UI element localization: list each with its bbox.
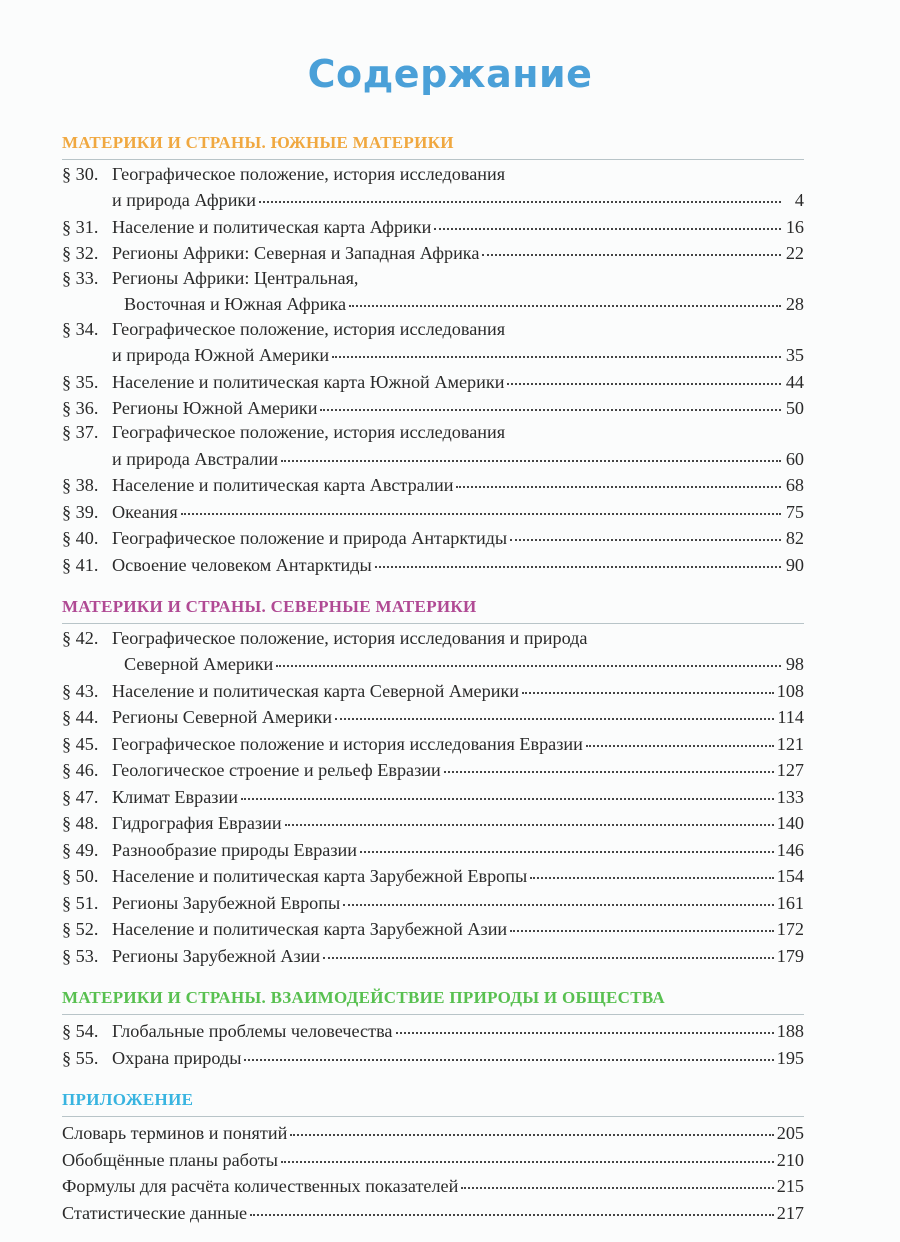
page-number: 35 (785, 345, 804, 366)
section-number: § 39. (62, 501, 99, 522)
entry-title: Географическое положение, история исследования (112, 422, 506, 443)
dot-leader (276, 647, 781, 667)
dot-leader (507, 364, 781, 384)
entry-title: Население и политическая карта Южной Америки (112, 371, 505, 392)
section-divider (62, 623, 804, 624)
entry-title: Регионы Зарубежной Азии (112, 945, 321, 966)
dot-leader (586, 727, 774, 747)
section-number: § 30. (62, 164, 99, 184)
page-number: 127 (776, 760, 804, 781)
section-number: § 48. (62, 813, 99, 834)
entry-title: Разнообразие природы Евразии (112, 839, 358, 860)
section-number: § 37. (62, 422, 99, 443)
page-number: 108 (776, 680, 804, 701)
page-number: 205 (776, 1123, 804, 1144)
section-number: § 44. (62, 707, 99, 728)
dot-leader (335, 700, 774, 720)
entry-line-last (62, 1199, 804, 1225)
entry-title: Освоение человеком Антарктиды (112, 554, 372, 575)
dot-leader (332, 338, 781, 358)
entry-title: Климат Евразии (112, 786, 238, 807)
dot-leader (530, 859, 773, 879)
toc-entry[interactable] (62, 162, 804, 213)
section-number: § 36. (62, 397, 99, 418)
dot-leader (241, 780, 774, 800)
entry-title: Географическое положение, история исследования (112, 164, 506, 184)
dot-leader (375, 548, 781, 568)
dot-leader (281, 442, 781, 462)
dot-leader (320, 391, 781, 411)
dot-leader (181, 495, 781, 515)
entry-title: Восточная и Южная Африка (124, 294, 347, 315)
entry-title: Глобальные проблемы человечества (112, 1021, 393, 1042)
entry-title: и природа Южной Америки (112, 345, 330, 366)
entry-title: Регионы Северной Америки (112, 707, 333, 728)
entry-title: Географическое положение и природа Антарктиды (112, 528, 508, 549)
entry-title: и природа Австралии (112, 448, 279, 469)
section-number: § 42. (62, 628, 99, 648)
page-number: 4 (794, 190, 804, 211)
dot-leader (281, 1143, 774, 1163)
table-of-contents (62, 130, 804, 1242)
dot-leader (360, 833, 774, 853)
entry-line-last (62, 942, 804, 968)
section-number: § 34. (62, 318, 99, 339)
section-heading: ПРИЛОЖЕНИЕ (62, 1090, 194, 1110)
toc-entry[interactable] (62, 239, 804, 265)
section-number: § 32. (62, 243, 99, 264)
entry-line-last (62, 394, 804, 420)
entry-title: Океания (112, 501, 178, 522)
dot-leader (456, 468, 781, 488)
entry-title: Географическое положение, история исследования и природа (112, 628, 588, 648)
section-number: § 52. (62, 919, 99, 940)
entry-line-last (62, 239, 804, 265)
toc-entry[interactable] (62, 942, 804, 968)
toc-section (62, 594, 804, 968)
page-number: 114 (777, 707, 804, 728)
page-number: 179 (776, 945, 804, 966)
page-number: 44 (785, 371, 804, 392)
page-number: 140 (776, 813, 804, 834)
dot-leader (290, 1116, 773, 1136)
page-number: 161 (776, 892, 804, 913)
page-number: 60 (785, 448, 804, 469)
section-number: § 50. (62, 866, 99, 887)
dot-leader (510, 521, 781, 541)
page-number: 121 (776, 733, 804, 754)
entry-title: Северной Америки (124, 654, 274, 675)
toc-section (62, 1087, 804, 1225)
section-number: § 31. (62, 216, 99, 237)
dot-leader (522, 674, 774, 694)
dot-leader (396, 1014, 774, 1034)
section-heading: МАТЕРИКИ И СТРАНЫ. СЕВЕРНЫЕ МАТЕРИКИ (62, 597, 477, 616)
page-number: 82 (785, 528, 804, 549)
toc-entry[interactable] (62, 266, 804, 317)
section-number: § 53. (62, 945, 99, 966)
entry-title: Регионы Африки: Северная и Западная Африка (112, 243, 480, 264)
toc-entry[interactable] (62, 1199, 804, 1225)
entry-title: Формулы для расчёта количественных показателей (62, 1176, 459, 1197)
page-number: 28 (785, 294, 804, 315)
dot-leader (444, 753, 774, 773)
entry-line-last (62, 290, 804, 316)
page-title: Содержание (307, 52, 593, 96)
section-number: § 43. (62, 680, 99, 701)
dot-leader (285, 806, 774, 826)
dot-leader (343, 886, 773, 906)
section-number: § 41. (62, 554, 99, 575)
entry-line-last (62, 551, 804, 577)
entry-title: Гидрография Евразии (112, 813, 282, 834)
section-number: § 51. (62, 892, 99, 913)
toc-entry[interactable] (62, 420, 804, 471)
entry-title: Регионы Зарубежной Европы (112, 892, 341, 913)
section-number: § 40. (62, 528, 99, 549)
page-number: 98 (785, 654, 804, 675)
dot-leader (510, 912, 774, 932)
entry-title: Обобщённые планы работы (62, 1149, 278, 1170)
entry-line-last (62, 1044, 804, 1070)
entry-title: Население и политическая карта Зарубежной Азии (112, 919, 508, 940)
entry-title: Население и политическая карта Африки (112, 216, 432, 237)
page-number: 217 (776, 1202, 804, 1223)
toc-entry[interactable] (62, 317, 804, 368)
entry-title: Регионы Южной Америки (112, 397, 318, 418)
page-number: 146 (776, 839, 804, 860)
toc-entry[interactable] (62, 626, 804, 677)
page-number: 133 (776, 786, 804, 807)
dot-leader (461, 1169, 773, 1189)
page-number: 22 (785, 243, 804, 264)
entry-title: Статистические данные (62, 1202, 248, 1223)
dot-leader (250, 1196, 774, 1216)
entry-title: Охрана природы (112, 1047, 242, 1068)
entry-title: Население и политическая карта Северной Америки (112, 680, 520, 701)
toc-entry[interactable] (62, 1044, 804, 1070)
section-number: § 33. (62, 267, 99, 288)
toc-section (62, 985, 804, 1070)
toc-section (62, 130, 804, 577)
dot-leader (482, 236, 781, 256)
section-divider (62, 159, 804, 160)
section-number: § 45. (62, 733, 99, 754)
toc-entry[interactable] (62, 551, 804, 577)
page-number: 210 (776, 1149, 804, 1170)
section-number: § 35. (62, 371, 99, 392)
page-number: 172 (776, 919, 804, 940)
page-number: 68 (785, 475, 804, 496)
entry-title: Географическое положение и история исследования Евразии (112, 733, 583, 754)
page-number: 90 (785, 554, 804, 575)
dot-leader (244, 1041, 773, 1061)
page-number: 188 (776, 1021, 804, 1042)
entry-title: Регионы Африки: Центральная, (112, 267, 359, 288)
dot-leader (434, 210, 781, 230)
section-heading: МАТЕРИКИ И СТРАНЫ. ЮЖНЫЕ МАТЕРИКИ (62, 133, 454, 152)
entry-title: Население и политическая карта Австралии (112, 475, 454, 496)
section-number: § 47. (62, 786, 99, 807)
section-number: § 38. (62, 475, 99, 496)
section-number: § 55. (62, 1047, 99, 1068)
entry-title: Словарь терминов и понятий (62, 1123, 288, 1144)
dot-leader (323, 939, 774, 959)
page-number: 215 (776, 1176, 804, 1197)
section-number: § 54. (62, 1021, 99, 1042)
section-number: § 49. (62, 839, 99, 860)
section-heading: МАТЕРИКИ И СТРАНЫ. ВЗАИМОДЕЙСТВИЕ ПРИРОДЫ И ОБЩЕСТВА (62, 988, 665, 1008)
page-number: 195 (776, 1047, 804, 1068)
page-number: 154 (776, 866, 804, 887)
page-number: 75 (785, 501, 804, 522)
toc-entry[interactable] (62, 394, 804, 420)
dot-leader (349, 287, 781, 307)
entry-title: Геологическое строение и рельеф Евразии (112, 760, 441, 781)
section-number: § 46. (62, 760, 99, 781)
page-number: 16 (785, 216, 804, 237)
entry-title: Географическое положение, история исследования (112, 318, 506, 339)
page-number: 50 (785, 397, 804, 418)
entry-title: Население и политическая карта Зарубежной Европы (112, 866, 528, 887)
entry-title: и природа Африки (112, 190, 256, 211)
dot-leader (259, 183, 781, 203)
